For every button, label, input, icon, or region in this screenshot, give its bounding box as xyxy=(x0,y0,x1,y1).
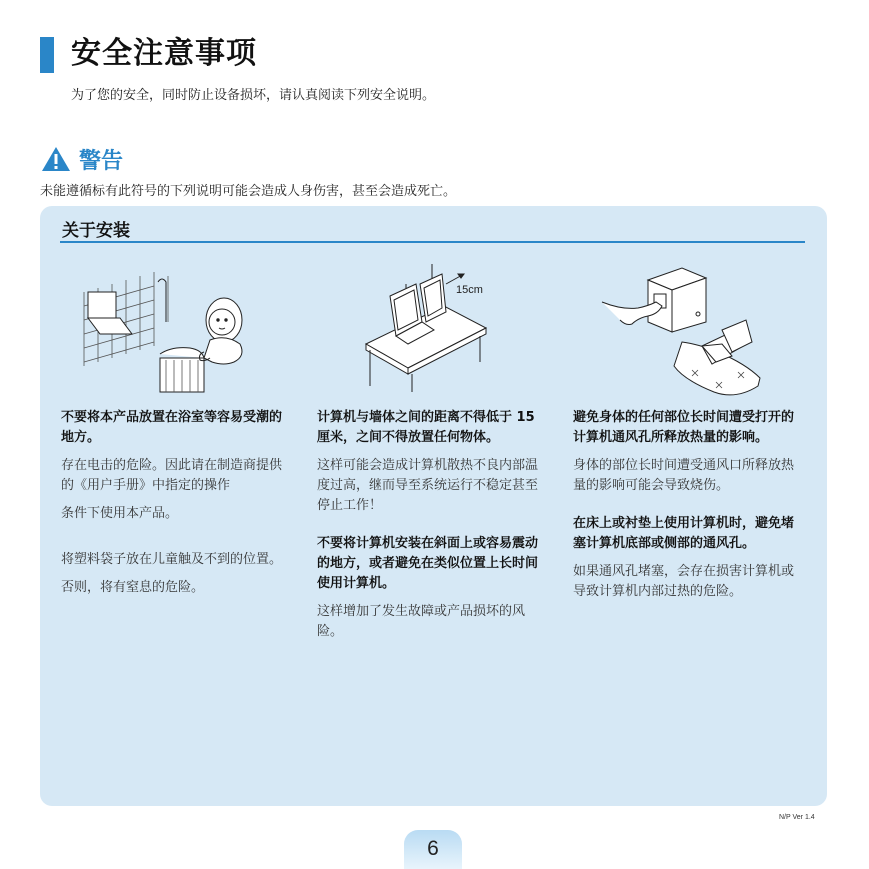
column-body: 否则，将有窒息的危险。 xyxy=(61,580,205,595)
title-accent-bar xyxy=(40,37,54,73)
intro-text: 为了您的安全，同时防止设备损坏，请认真阅读下列安全说明。 xyxy=(71,88,436,103)
column-body: 存在电击的危险。因此请在制造商提供的《用户手册》中指定的操作 xyxy=(61,458,283,493)
column-distance xyxy=(317,408,539,650)
column-body: 将塑料袋子放在儿童触及不到的位置。 xyxy=(61,552,283,567)
column-body: 如果通风孔堵塞，会存在损害计算机或导致计算机内部过热的危险。 xyxy=(573,564,795,599)
page-title: 安全注意事项 xyxy=(71,36,257,71)
column-vent xyxy=(573,408,795,610)
page-number-tab xyxy=(404,830,462,869)
bathroom-illustration xyxy=(78,262,250,396)
distance-label: 15cm xyxy=(456,284,483,296)
column-body: 身体的部位长时间遭受通风口所释放热量的影响可能会导致烧伤。 xyxy=(573,458,795,493)
version-label: N/P Ver 1.4 xyxy=(779,814,815,821)
column-heading: 避免身体的任何部位长时间遭受打开的计算机通风孔所释放热量的影响。 xyxy=(573,410,795,445)
column-heading: 在床上或衬垫上使用计算机时，避免堵塞计算机底部或侧部的通风孔。 xyxy=(573,516,795,551)
column-body: 这样可能会造成计算机散热不良内部温度过高，继而导至系统运行不稳定甚至停止工作！ xyxy=(317,458,539,513)
page-number: 6 xyxy=(427,837,439,860)
vent-heat-illustration xyxy=(598,262,768,402)
section-title: 关于安装 xyxy=(62,221,130,241)
column-body: 这样增加了发生故障或产品损坏的风险。 xyxy=(317,604,526,639)
column-body: 条件下使用本产品。 xyxy=(61,506,179,521)
warning-text: 未能遵循标有此符号的下列说明可能会造成人身伤害，甚至会造成死亡。 xyxy=(40,184,457,199)
column-heading: 计算机与墙体之间的距离不得低于 15 厘米，之间不得放置任何物体。 xyxy=(317,410,535,445)
section-divider xyxy=(60,241,805,243)
warning-title: 警告 xyxy=(79,149,124,174)
warning-triangle-icon xyxy=(41,146,71,172)
column-heading: 不要将计算机安装在斜面上或容易震动的地方，或者避免在类似位置上长时间使用计算机。 xyxy=(317,536,539,591)
desk-wall-illustration xyxy=(360,262,500,394)
column-bathroom xyxy=(61,408,283,606)
column-heading: 不要将本产品放置在浴室等容易受潮的地方。 xyxy=(61,410,283,445)
